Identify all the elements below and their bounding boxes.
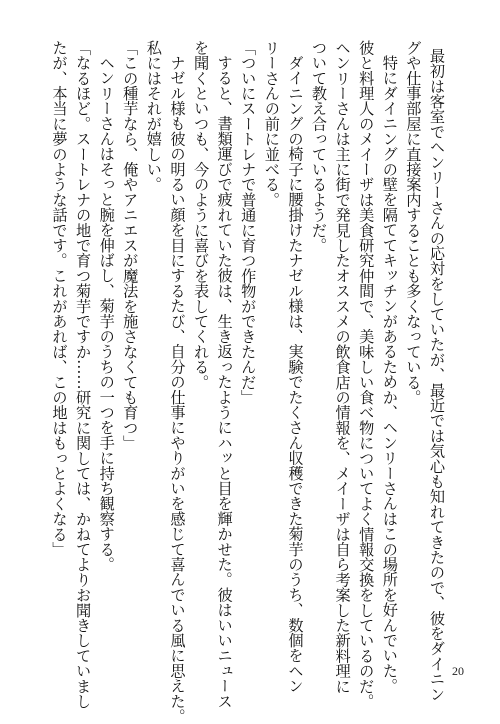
text-line: を聞くといつも、今のように喜びを表してくれる。 xyxy=(192,40,211,390)
text-line: 最初は客室でヘンリーさんの応対をしていたが、最近では気心も知れてきたので、彼をダイニン xyxy=(428,47,446,702)
text-line: 私にはそれが嬉しい。 xyxy=(144,40,163,192)
text-line: すると、書類運びで疲れていた彼は、生き返ったようにハッと目を輝かせた。彼はいいニュース xyxy=(215,55,234,709)
text-line: たが、本当に夢のような話です。これがあれば、この地はもっとよくなる」 xyxy=(50,40,69,557)
text-line: ナゼル様も彼の明るい顔を目にするたび、自分の仕事にやりがいを感じて喜んでいる風に思えた。 xyxy=(168,55,187,724)
text-line: 彼と料理人のメイーザは美食研究仲間で、美味しい食べ物についてよく情報交換をしているのだ。 xyxy=(357,40,376,709)
text-line: ヘンリーさんはそっと腕を伸ばし、菊芋のうちの一つを手に持ち観察する。 xyxy=(97,55,116,572)
text-line: グや仕事部屋に直接案内することも多くなっている。 xyxy=(404,40,423,405)
text-line: リーさんの前に並べる。 xyxy=(262,40,281,208)
text-line: 「ついにスートレナで普通に育つ作物ができたんだ」 xyxy=(239,40,258,405)
vertical-text-body xyxy=(50,40,448,724)
text-line: ヘンリーさんは主に街で発見したオススメの飲食店の情報を、メイーザは自ら考案した新料理に xyxy=(333,40,352,694)
text-line: ダイニングの椅子に腰掛けたナゼル様は、実験でたくさん収穫できた菊芋のうち、数個をヘン xyxy=(286,55,305,694)
text-line: 「なるほど。スートレナの地で育つ菊芋ですか……研究に関しては、かねてよりお聞きしていまし xyxy=(74,40,93,709)
text-line: ついて教え合っているようだ。 xyxy=(310,40,329,253)
text-line: 特にダイニングの壁を隔ててキッチンがあるためか、ヘンリーさんはこの場所を好んでいた。 xyxy=(380,55,399,694)
text-line: 「この種芋なら、俺やアニエスが魔法を施さなくても育つ」 xyxy=(121,40,140,451)
page-number: 20 xyxy=(452,664,464,678)
